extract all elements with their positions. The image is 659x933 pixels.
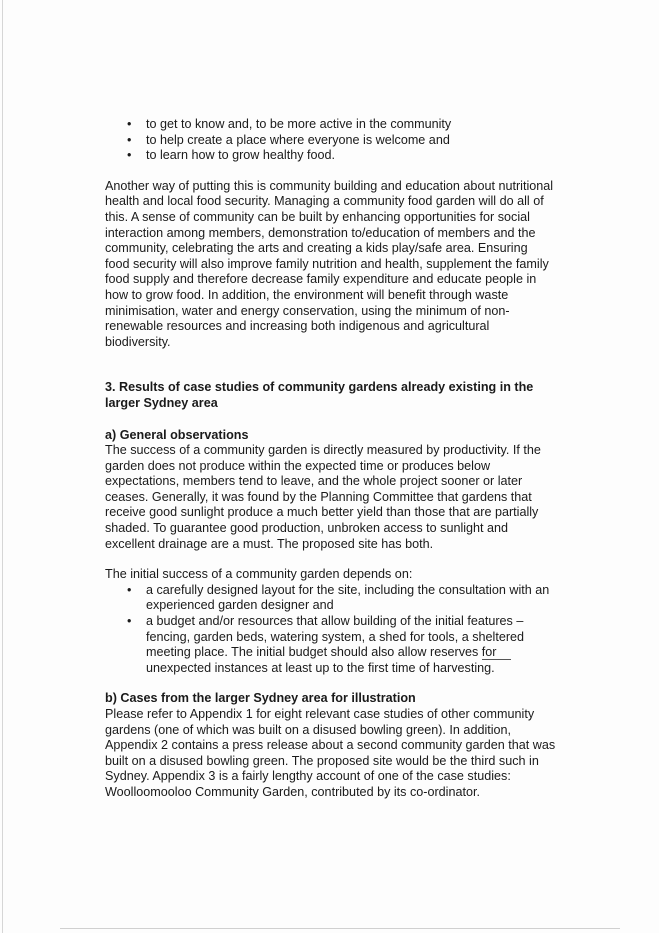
section-3-heading: 3. Results of case studies of community gardens already existing in the larger Sydney area — [105, 380, 534, 410]
list-item: • a budget and/or resources that allow building of the initial features – fencing, garden beds, watering system, a shed for tools, a sheltered meeting place. The initial budget should also allow reserves for unexpected instances at least up to the first time of harvesting. — [127, 614, 525, 675]
list-item: • to help create a place where everyone is welcome and — [127, 132, 450, 147]
bullet-icon: • — [127, 117, 132, 131]
bullet-icon: • — [127, 614, 132, 629]
general-observations-paragraph: The success of a community garden is directly measured by productivity. If the garden does not produce within the expected time or produces below expectations, members tend to leave, and the whole project sooner or later ceases. Generally, it was found by the Planning Committee that gardens that receive good sunlight produce a much better yield than those that are partially shaded. To guarantee good production, unbroken access to sunlight and excellent drainage are a must. The proposed site has both. — [105, 443, 541, 551]
intro-bullet-list — [105, 117, 575, 164]
intro-paragraph: Another way of putting this is community building and education about nutritional health and local food security. Managing a community food garden will do all of this. A sense of community can be built by enhancing opportunities for social interaction among members, demonstration to/education of members and the community, celebrating the arts and creating a kids play/safe area. Ensuring food security will also improve family nutrition and health, supplement the family food supply and therefore decrease family expenditure and educate people in how to grow food. In addition, the environment will benefit through waste minimisation, water and energy conservation, using the minimum of non- renewable resources and increasing both indigenous and agricultural biodiversity. — [105, 178, 554, 349]
initial-success-bullet-list — [105, 583, 575, 677]
scan-bottom-edge — [60, 928, 620, 929]
document-body — [105, 117, 575, 801]
subsection-a-heading: a) General observations — [105, 427, 249, 442]
initial-success-intro: The initial success of a community garden depends on: — [105, 567, 413, 582]
subsection-b-heading: b) Cases from the larger Sydney area for illustration — [105, 691, 416, 706]
list-item: • to get to know and, to be more active in the community — [127, 117, 452, 131]
bullet-icon: • — [127, 132, 132, 147]
bullet-icon: • — [127, 582, 132, 597]
list-item: • a carefully designed layout for the site, including the consultation with an experienced garden designer and — [127, 582, 550, 613]
list-item: • to learn how to grow healthy food. — [127, 148, 336, 163]
bullet-icon: • — [127, 148, 132, 163]
underlined-word: for — [482, 645, 511, 660]
scan-left-edge — [2, 0, 3, 933]
case-studies-paragraph: Please refer to Appendix 1 for eight relevant case studies of other community gardens (one of which was built on a disused bowling green). In addition, Appendix 2 contains a press release about a second community garden that was built on a disused bowling green. The proposed site would be the third such in Sydney. Appendix 3 is a fairly lengthy account of one of the case studies: Woolloomooloo Community Garden, contributed by its co-ordinator. — [105, 707, 556, 799]
